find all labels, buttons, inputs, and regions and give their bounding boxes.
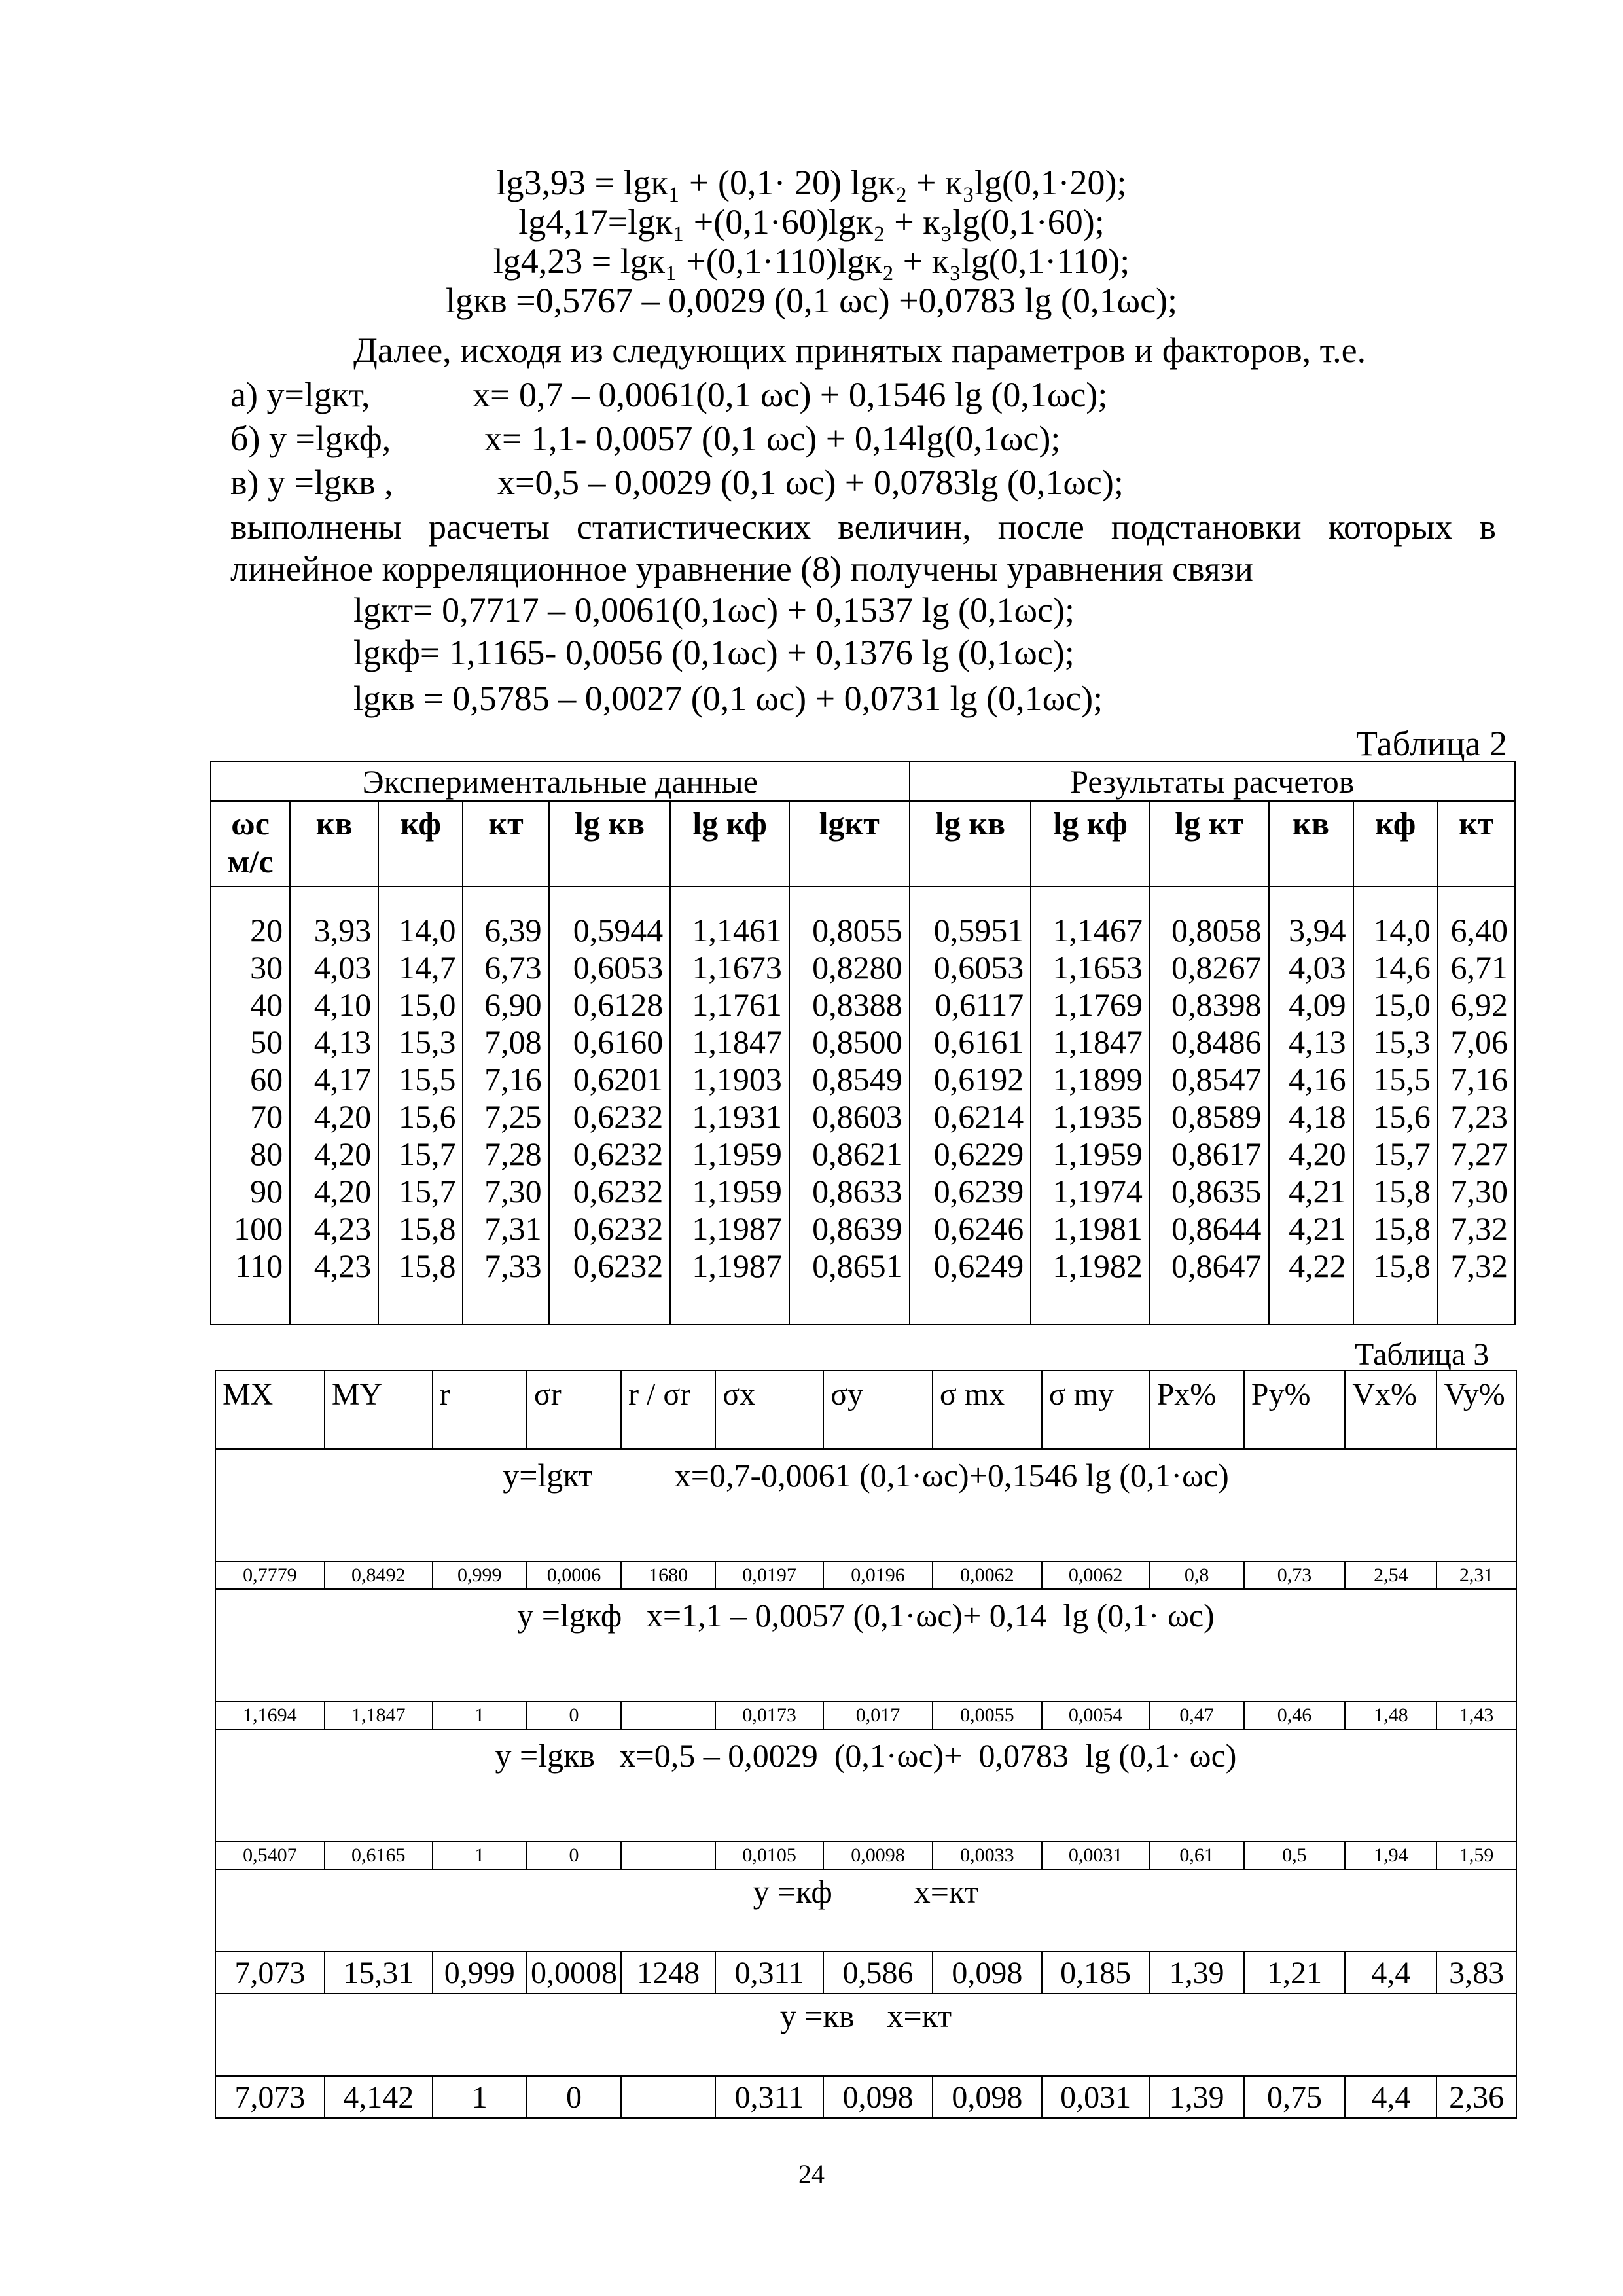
- table-cell: 0,6192: [910, 1061, 1031, 1098]
- table-cell: 0,6053: [910, 949, 1031, 986]
- table3-caption: Таблица 3: [1355, 1337, 1489, 1372]
- table-cell: 30: [211, 949, 290, 986]
- table-cell: 0,8651: [789, 1247, 910, 1285]
- table3-formula: y=lgкт x=0,7-0,0061 (0,1·ωс)+0,1546 lg (0,1·ωс): [215, 1449, 1516, 1562]
- table-cell: 1,1981: [1031, 1210, 1150, 1247]
- table-cell: 0,6160: [549, 1024, 671, 1061]
- table-cell: 0,8486: [1150, 1024, 1269, 1061]
- table-cell: 0,311: [715, 2076, 823, 2118]
- table-cell: 0,46: [1244, 1702, 1346, 1729]
- table-row: [211, 912, 1515, 949]
- table-cell: 4,22: [1269, 1247, 1353, 1285]
- table-cell: 7,30: [1438, 1173, 1515, 1210]
- table-cell: 15,0: [378, 986, 463, 1024]
- t2-col-header: lg кт: [1150, 801, 1269, 886]
- table-cell: 0,031: [1042, 2076, 1150, 2118]
- table-cell: 4,23: [290, 1210, 378, 1247]
- table-cell: 6,71: [1438, 949, 1515, 986]
- table-cell: 0,6249: [910, 1247, 1031, 1285]
- table-cell: 0,0006: [527, 1562, 621, 1589]
- table-cell: 0,8644: [1150, 1210, 1269, 1247]
- table-cell: 0,8617: [1150, 1136, 1269, 1173]
- table-cell: 100: [211, 1210, 290, 1247]
- t3-col-header: σ my: [1042, 1371, 1150, 1449]
- table-cell: 0,6161: [910, 1024, 1031, 1061]
- table-cell: 0,0098: [823, 1842, 933, 1869]
- table-cell: 7,16: [1438, 1061, 1515, 1098]
- table-cell: 0,6165: [325, 1842, 433, 1869]
- table-cell: 7,08: [463, 1024, 548, 1061]
- table-cell: 7,27: [1438, 1136, 1515, 1173]
- table-cell: 0,999: [433, 1562, 527, 1589]
- paragraph-intro: Далее, исходя из следующих принятых параметров и факторов, т.е.: [353, 331, 1366, 370]
- param-c-y: в) y =lgкв ,: [230, 463, 393, 502]
- table-cell: [621, 1842, 715, 1869]
- table-cell: 1,1959: [1031, 1136, 1150, 1173]
- table-cell: 0,017: [823, 1702, 933, 1729]
- table-cell: 4,03: [1269, 949, 1353, 986]
- table-cell: 1,1694: [215, 1702, 325, 1729]
- table-cell: 0,6117: [910, 986, 1031, 1024]
- table-cell: 1,1769: [1031, 986, 1150, 1024]
- table-cell: 6,39: [463, 912, 548, 949]
- table-cell: 1,1935: [1031, 1098, 1150, 1136]
- table-cell: 0,6229: [910, 1136, 1031, 1173]
- table-cell: 0,098: [933, 1952, 1042, 1994]
- t3-col-header: Py%: [1244, 1371, 1346, 1449]
- table-row: [211, 1173, 1515, 1210]
- table-cell: 0,7779: [215, 1562, 325, 1589]
- table-cell: 14,6: [1353, 949, 1438, 986]
- table-cell: 0,8267: [1150, 949, 1269, 986]
- table-cell: 1,1899: [1031, 1061, 1150, 1098]
- table-cell: 4,13: [1269, 1024, 1353, 1061]
- table-cell: 0,0008: [527, 1952, 621, 1994]
- table-cell: 1,1931: [670, 1098, 789, 1136]
- table3-formula-row: [215, 1449, 1516, 1562]
- table-cell: 6,73: [463, 949, 548, 986]
- table2-body: [211, 912, 1515, 1285]
- table-cell: [621, 2076, 715, 2118]
- t3-col-header: σ mx: [933, 1371, 1042, 1449]
- table-cell: 15,8: [378, 1210, 463, 1247]
- table3-formula-row: [215, 1729, 1516, 1842]
- t3-col-header: σr: [527, 1371, 621, 1449]
- equation-1: lg3,93 = lgк₁ + (0,1· 20) lgк₂ + к₃lg(0,1·20);: [496, 163, 1127, 202]
- t3-col-header: σy: [823, 1371, 933, 1449]
- table-cell: 14,7: [378, 949, 463, 986]
- t2-col-header: lg кф: [1031, 801, 1150, 886]
- table-cell: 0,6201: [549, 1061, 671, 1098]
- table-cell: 15,8: [1353, 1210, 1438, 1247]
- table-cell: 2,31: [1436, 1562, 1516, 1589]
- param-b-y: б) y =lgкф,: [230, 419, 391, 458]
- t3-col-header: r: [433, 1371, 527, 1449]
- table-cell: 4,20: [290, 1136, 378, 1173]
- table-cell: 3,83: [1436, 1952, 1516, 1994]
- table-cell: 0,999: [433, 1952, 527, 1994]
- t3-col-header: σx: [715, 1371, 823, 1449]
- table-cell: 0,6232: [549, 1210, 671, 1247]
- table-cell: 4,13: [290, 1024, 378, 1061]
- table-cell: 0,8639: [789, 1210, 910, 1247]
- table-cell: 6,92: [1438, 986, 1515, 1024]
- table3-formula: y =кф x=кт: [215, 1869, 1516, 1952]
- table2-spacer-row: [211, 886, 1515, 912]
- table-cell: 0,6232: [549, 1098, 671, 1136]
- table-cell: 1: [433, 1702, 527, 1729]
- page-number: 24: [798, 2159, 825, 2189]
- table-cell: 1,1847: [325, 1702, 433, 1729]
- table-cell: 0: [527, 1842, 621, 1869]
- result-equation-2: lgкф= 1,1165- 0,0056 (0,1ωс) + 0,1376 lg (0,1ωс);: [353, 633, 1075, 672]
- table3-formula: y =кв x=кт: [215, 1994, 1516, 2076]
- table-cell: 0,6232: [549, 1247, 671, 1285]
- table-cell: 3,94: [1269, 912, 1353, 949]
- table-cell: 0,311: [715, 1952, 823, 1994]
- table-cell: 4,21: [1269, 1173, 1353, 1210]
- table-cell: 1,39: [1150, 2076, 1244, 2118]
- t2-col-header: кт: [463, 801, 548, 886]
- table-cell: 0,0033: [933, 1842, 1042, 1869]
- table-cell: 15,8: [1353, 1247, 1438, 1285]
- table-cell: [621, 1702, 715, 1729]
- table-cell: 4,23: [290, 1247, 378, 1285]
- table-cell: 0,098: [823, 2076, 933, 2118]
- table-cell: 1,1467: [1031, 912, 1150, 949]
- table-cell: 7,16: [463, 1061, 548, 1098]
- table-cell: 1,1959: [670, 1136, 789, 1173]
- table-cell: 0,8603: [789, 1098, 910, 1136]
- result-equation-1: lgкт= 0,7717 – 0,0061(0,1ωс) + 0,1537 lg (0,1ωс);: [353, 590, 1075, 630]
- table-cell: 15,8: [1353, 1173, 1438, 1210]
- table-cell: 15,0: [1353, 986, 1438, 1024]
- param-a-y: а) y=lgкт,: [230, 375, 370, 414]
- table-cell: 0,8647: [1150, 1247, 1269, 1285]
- table-cell: 2,36: [1436, 2076, 1516, 2118]
- table-cell: 6,40: [1438, 912, 1515, 949]
- table3-formula: y =lgкф x=1,1 – 0,0057 (0,1·ωс)+ 0,14 lg (0,1· ωс): [215, 1589, 1516, 1702]
- table-cell: 4,10: [290, 986, 378, 1024]
- table-cell: 20: [211, 912, 290, 949]
- t3-col-header: Px%: [1150, 1371, 1244, 1449]
- table-cell: 80: [211, 1136, 290, 1173]
- table-cell: 7,073: [215, 2076, 325, 2118]
- table-cell: 7,31: [463, 1210, 548, 1247]
- table-cell: 0,8388: [789, 986, 910, 1024]
- table-cell: 0,6053: [549, 949, 671, 986]
- table-cell: 15,3: [1353, 1024, 1438, 1061]
- table-cell: 0,8: [1150, 1562, 1244, 1589]
- table-cell: 1,1987: [670, 1247, 789, 1285]
- group-header-results: Результаты расчетов: [910, 762, 1515, 801]
- table-cell: 0,0062: [1042, 1562, 1150, 1589]
- table-row: [211, 1098, 1515, 1136]
- table-cell: 1,39: [1150, 1952, 1244, 1994]
- table-cell: 1680: [621, 1562, 715, 1589]
- group-header-experimental: Экспериментальные данные: [211, 762, 910, 801]
- table-cell: 0,6128: [549, 986, 671, 1024]
- table-row: [211, 986, 1515, 1024]
- table-cell: 0,61: [1150, 1842, 1244, 1869]
- table-row: [211, 1061, 1515, 1098]
- table-cell: 0,8398: [1150, 986, 1269, 1024]
- table-cell: 1,1761: [670, 986, 789, 1024]
- table-cell: 0,8633: [789, 1173, 910, 1210]
- param-a-x: x= 0,7 – 0,0061(0,1 ωс) + 0,1546 lg (0,1ωс);: [473, 375, 1108, 414]
- paragraph-line-2: линейное корреляционное уравнение (8) получены уравнения связи: [230, 549, 1253, 588]
- table3-header-row: [215, 1371, 1516, 1449]
- table-cell: 0,6214: [910, 1098, 1031, 1136]
- table-cell: 0,8058: [1150, 912, 1269, 949]
- table-cell: 1,21: [1244, 1952, 1346, 1994]
- table-3: [215, 1370, 1517, 2119]
- table-row: [211, 1136, 1515, 1173]
- table3-values-row: [215, 1842, 1516, 1869]
- table-cell: 0,0055: [933, 1702, 1042, 1729]
- table-cell: 0,185: [1042, 1952, 1150, 1994]
- table-cell: 50: [211, 1024, 290, 1061]
- table-cell: 15,5: [378, 1061, 463, 1098]
- table-cell: 1,1987: [670, 1210, 789, 1247]
- table-cell: 7,06: [1438, 1024, 1515, 1061]
- table-cell: 0,0062: [933, 1562, 1042, 1589]
- table-cell: 4,20: [1269, 1136, 1353, 1173]
- t3-col-header: r / σr: [621, 1371, 715, 1449]
- table-cell: 0: [527, 2076, 621, 2118]
- equation-4: lgкв =0,5767 – 0,0029 (0,1 ωс) +0,0783 lg (0,1ωс);: [445, 281, 1178, 320]
- table3-formula-row: [215, 1589, 1516, 1702]
- table-2: [210, 761, 1516, 1325]
- table2-caption: Таблица 2: [1356, 724, 1507, 763]
- table-row: [211, 1247, 1515, 1285]
- t3-col-header: MY: [325, 1371, 433, 1449]
- t2-col-header: кв: [1269, 801, 1353, 886]
- table-cell: 15,7: [378, 1136, 463, 1173]
- t2-col-header: кт: [1438, 801, 1515, 886]
- table-cell: 1,48: [1345, 1702, 1436, 1729]
- table-cell: 7,073: [215, 1952, 325, 1994]
- result-equation-3: lgкв = 0,5785 – 0,0027 (0,1 ωс) + 0,0731 lg (0,1ωс);: [353, 679, 1103, 718]
- equation-3: lg4,23 = lgк₁ +(0,1·110)lgк₂ + к₃lg(0,1·110);: [493, 242, 1130, 281]
- table-cell: 4,4: [1345, 2076, 1436, 2118]
- table-cell: 7,28: [463, 1136, 548, 1173]
- table-cell: 70: [211, 1098, 290, 1136]
- table-cell: 4,21: [1269, 1210, 1353, 1247]
- table3-values-row: [215, 1562, 1516, 1589]
- param-c-x: x=0,5 – 0,0029 (0,1 ωс) + 0,0783lg (0,1ωс);: [497, 463, 1124, 502]
- table-cell: 0,73: [1244, 1562, 1346, 1589]
- table-cell: 4,142: [325, 2076, 433, 2118]
- table-cell: 4,03: [290, 949, 378, 986]
- table-cell: 1,1974: [1031, 1173, 1150, 1210]
- table-cell: 0,5407: [215, 1842, 325, 1869]
- table-cell: 7,30: [463, 1173, 548, 1210]
- table-cell: 0: [527, 1702, 621, 1729]
- table-cell: 3,93: [290, 912, 378, 949]
- t2-col-header: lgкт: [789, 801, 910, 886]
- t2-col-header: ωс м/с: [211, 801, 290, 886]
- table-cell: 15,6: [1353, 1098, 1438, 1136]
- table-cell: 0,6246: [910, 1210, 1031, 1247]
- table-cell: 1: [433, 2076, 527, 2118]
- table-cell: 4,16: [1269, 1061, 1353, 1098]
- table-cell: 15,6: [378, 1098, 463, 1136]
- table3-formula: y =lgкв x=0,5 – 0,0029 (0,1·ωс)+ 0,0783 lg (0,1· ωс): [215, 1729, 1516, 1842]
- table-cell: 0,8500: [789, 1024, 910, 1061]
- table-cell: 0,8549: [789, 1061, 910, 1098]
- table-cell: 1,1982: [1031, 1247, 1150, 1285]
- table-cell: 0,5: [1244, 1842, 1346, 1869]
- table-cell: 4,18: [1269, 1098, 1353, 1136]
- table-cell: 7,32: [1438, 1210, 1515, 1247]
- table-cell: 1,1673: [670, 949, 789, 986]
- table-cell: 0,0196: [823, 1562, 933, 1589]
- table-cell: 15,8: [378, 1247, 463, 1285]
- table-cell: 1,1847: [670, 1024, 789, 1061]
- table-cell: 0,5951: [910, 912, 1031, 949]
- table-cell: 0,0173: [715, 1702, 823, 1729]
- table-cell: 7,25: [463, 1098, 548, 1136]
- table3-body: [215, 1371, 1516, 2118]
- table-cell: 1: [433, 1842, 527, 1869]
- t2-col-header: lg кв: [549, 801, 671, 886]
- table-cell: 7,32: [1438, 1247, 1515, 1285]
- table3-formula-row: [215, 1994, 1516, 2076]
- table3-values-row: [215, 1702, 1516, 1729]
- table-cell: 0,8635: [1150, 1173, 1269, 1210]
- table-cell: 1,1653: [1031, 949, 1150, 986]
- table-cell: 0,0197: [715, 1562, 823, 1589]
- table-cell: 0,75: [1244, 2076, 1346, 2118]
- table-cell: 110: [211, 1247, 290, 1285]
- table-cell: 0,6239: [910, 1173, 1031, 1210]
- table-cell: 0,0054: [1042, 1702, 1150, 1729]
- table-cell: 7,33: [463, 1247, 548, 1285]
- t2-col-header: кв: [290, 801, 378, 886]
- table-cell: 0,8589: [1150, 1098, 1269, 1136]
- table-cell: 60: [211, 1061, 290, 1098]
- table-cell: 15,31: [325, 1952, 433, 1994]
- t3-col-header: Vy%: [1436, 1371, 1516, 1449]
- table-cell: 15,7: [1353, 1136, 1438, 1173]
- table-cell: 0,0105: [715, 1842, 823, 1869]
- table-cell: 15,5: [1353, 1061, 1438, 1098]
- table-cell: 0,586: [823, 1952, 933, 1994]
- table3-values-row: [215, 2076, 1516, 2118]
- table-cell: 1,94: [1345, 1842, 1436, 1869]
- table2-header-row: [211, 801, 1515, 886]
- table-cell: 40: [211, 986, 290, 1024]
- table-cell: 14,0: [1353, 912, 1438, 949]
- table-cell: 0,098: [933, 2076, 1042, 2118]
- table-cell: 0,8280: [789, 949, 910, 986]
- table-row: [211, 949, 1515, 986]
- table-cell: 1,1959: [670, 1173, 789, 1210]
- table-cell: 1,1461: [670, 912, 789, 949]
- paragraph-line-1: выполнены расчеты статистических величин, после подстановки которых в: [230, 507, 1496, 547]
- table-cell: 0,8621: [789, 1136, 910, 1173]
- table-cell: 4,20: [290, 1173, 378, 1210]
- table-cell: 15,3: [378, 1024, 463, 1061]
- t2-col-header: кф: [378, 801, 463, 886]
- table-cell: 1,43: [1436, 1702, 1516, 1729]
- t2-col-header: lg кф: [670, 801, 789, 886]
- t3-col-header: MX: [215, 1371, 325, 1449]
- table-cell: 0,6232: [549, 1173, 671, 1210]
- table-cell: 0,5944: [549, 912, 671, 949]
- table-row: [211, 1210, 1515, 1247]
- table-cell: 4,20: [290, 1098, 378, 1136]
- table-row: [211, 1024, 1515, 1061]
- equation-2: lg4,17=lgк₁ +(0,1·60)lgк₂ + к₃lg(0,1·60);: [518, 202, 1105, 242]
- table-cell: 4,17: [290, 1061, 378, 1098]
- t3-col-header: Vx%: [1345, 1371, 1436, 1449]
- table-cell: 0,8055: [789, 912, 910, 949]
- table-cell: 0,8547: [1150, 1061, 1269, 1098]
- table2-tail-row: [211, 1285, 1515, 1325]
- t2-col-header: кф: [1353, 801, 1438, 886]
- param-b-x: x= 1,1- 0,0057 (0,1 ωс) + 0,14lg(0,1ωс);: [484, 419, 1061, 458]
- table-cell: 2,54: [1345, 1562, 1436, 1589]
- table-cell: 15,7: [378, 1173, 463, 1210]
- table-cell: 0,47: [1150, 1702, 1244, 1729]
- table-cell: 1248: [621, 1952, 715, 1994]
- table-cell: 0,0031: [1042, 1842, 1150, 1869]
- table-cell: 90: [211, 1173, 290, 1210]
- table3-values-row: [215, 1952, 1516, 1994]
- table-cell: 14,0: [378, 912, 463, 949]
- table3-formula-row: [215, 1869, 1516, 1952]
- table-cell: 0,8492: [325, 1562, 433, 1589]
- table-cell: 1,1847: [1031, 1024, 1150, 1061]
- table-cell: 6,90: [463, 986, 548, 1024]
- t2-col-header: lg кв: [910, 801, 1031, 886]
- table-cell: 0,6232: [549, 1136, 671, 1173]
- table-cell: 1,59: [1436, 1842, 1516, 1869]
- table-cell: 4,09: [1269, 986, 1353, 1024]
- table-cell: 4,4: [1345, 1952, 1436, 1994]
- table-cell: 1,1903: [670, 1061, 789, 1098]
- table-cell: 7,23: [1438, 1098, 1515, 1136]
